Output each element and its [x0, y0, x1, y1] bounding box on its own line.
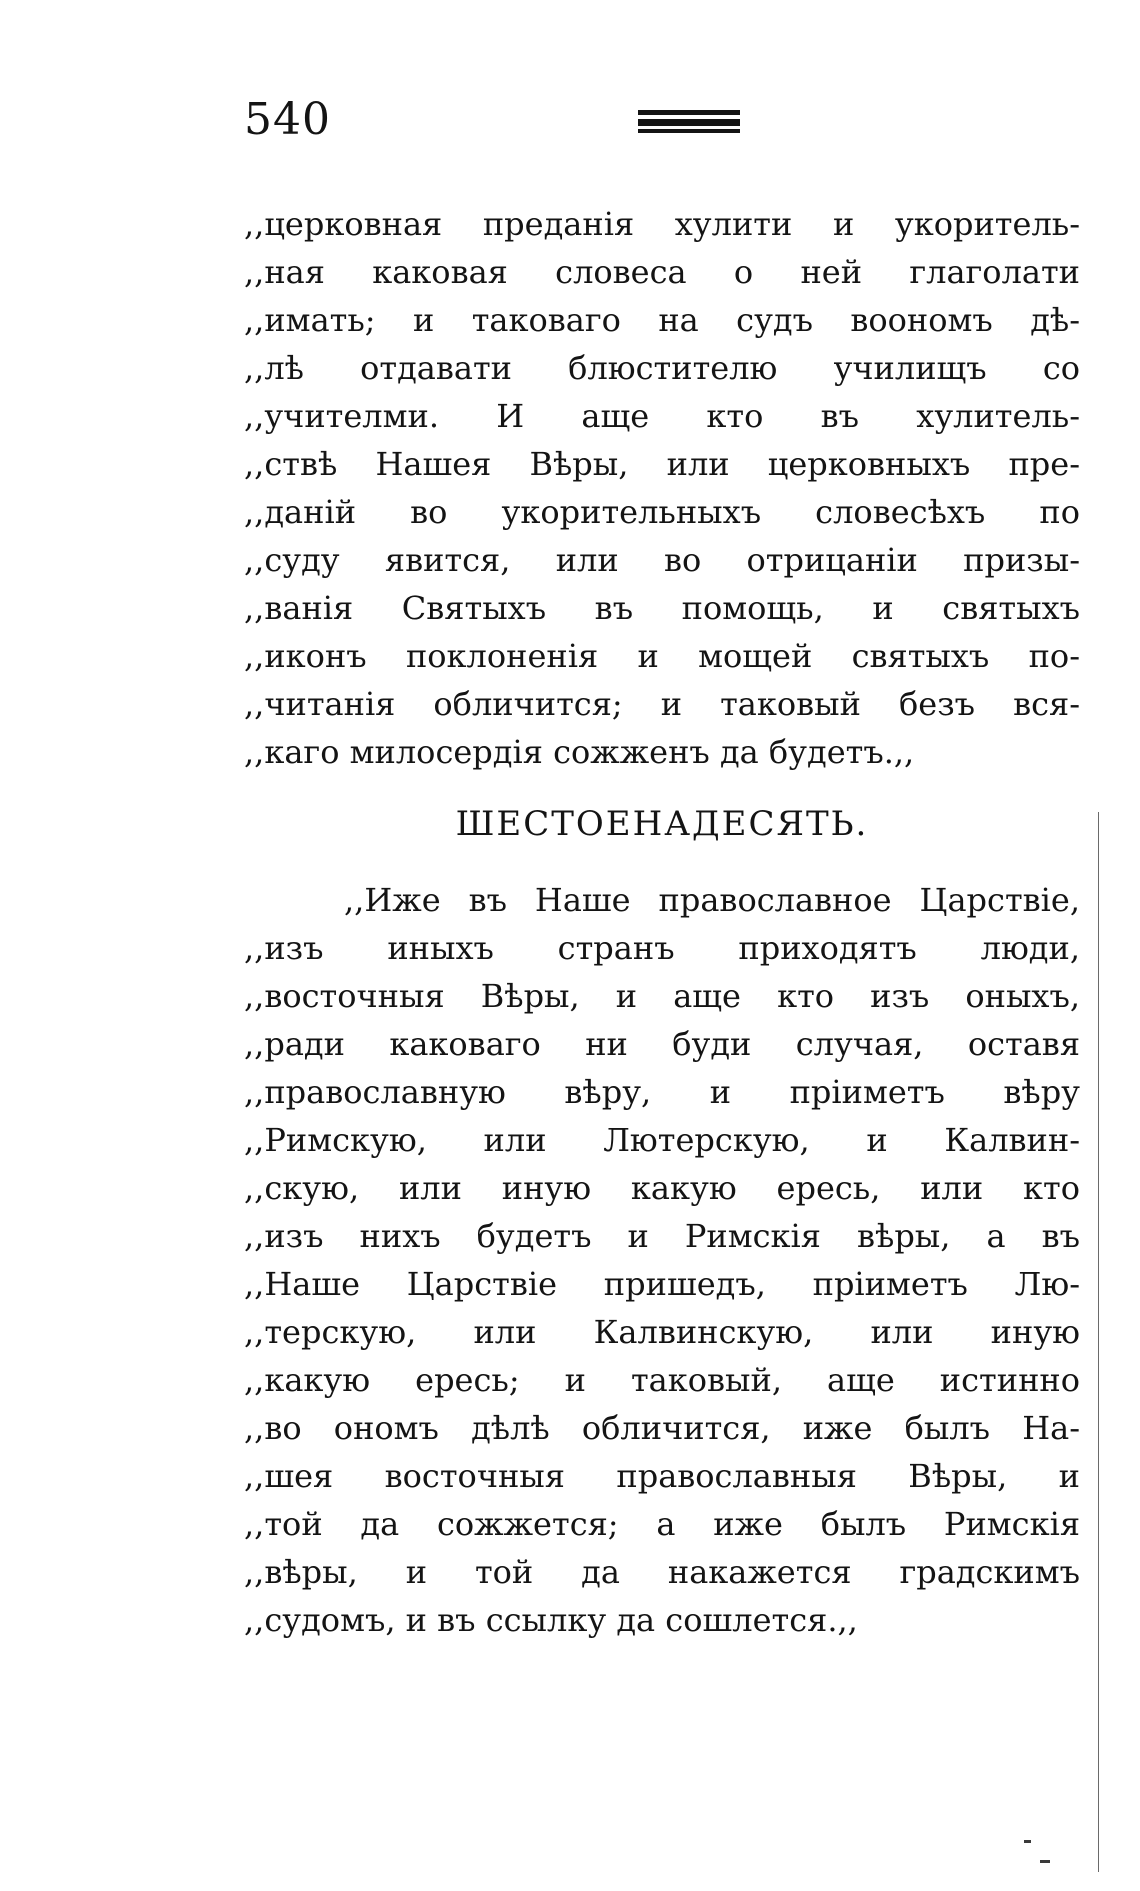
text-line: ,,имать; и таковаго на судъ воономъ дѣ- — [244, 301, 1080, 339]
section-heading: ШЕСТОЕНАДЕСЯТЬ. — [455, 804, 869, 844]
text-line: ,,ная каковая словеса о ней глаголати — [244, 253, 1080, 291]
text-line: ,,суду явится, или во отрицаніи призы- — [244, 541, 1080, 579]
text-line: ,,иконъ поклоненія и мощей святыхъ по- — [244, 637, 1080, 675]
text-line: ,,изъ иныхъ странъ приходятъ люди, — [244, 929, 1080, 967]
text-line: ,,шея восточныя православныя Вѣры, и — [244, 1457, 1080, 1495]
text-line: ,,читанія обличится; и таковый безъ вся- — [244, 685, 1080, 723]
text-line: ,,учителми. И аще кто въ хулитель- — [244, 397, 1080, 435]
text-line: ,,Наше Царствіе пришедъ, пріиметъ Лю- — [244, 1265, 1080, 1303]
text-line: ,,скую, или иную какую ересь, или кто — [244, 1169, 1080, 1207]
paragraph-section — [244, 876, 1080, 1644]
text-line: ,,Иже въ Наше православное Царствіе, — [344, 881, 1080, 919]
text-line: ,,каго милосердія сожженъ да будетъ.,, — [244, 733, 915, 771]
text-line: ,,ради каковаго ни буди случая, оставя — [244, 1025, 1080, 1063]
header-ornament-rule — [638, 110, 740, 134]
text-line: ,,той да сожжется; а иже былъ Римскія — [244, 1505, 1080, 1543]
text-line: ,,какую ересь; и таковый, аще истинно — [244, 1361, 1080, 1399]
scan-speck — [1040, 1860, 1050, 1863]
text-line: ,,лѣ отдавати блюстителю училищъ со — [244, 349, 1080, 387]
page-number: 540 — [244, 94, 331, 145]
text-line: ,,терскую, или Калвинскую, или иную — [244, 1313, 1080, 1351]
paragraph-continued — [244, 200, 1080, 776]
text-line: ,,ствѣ Нашея Вѣры, или церковныхъ пре- — [244, 445, 1080, 483]
text-line: ,,ванія Святыхъ въ помощь, и святыхъ — [244, 589, 1080, 627]
text-line: ,,церковная преданія хулити и укоритель- — [244, 205, 1080, 243]
text-line: ,,во ономъ дѣлѣ обличится, иже былъ На- — [244, 1409, 1080, 1447]
scan-speck — [1024, 1840, 1031, 1843]
text-line: ,,восточныя Вѣры, и аще кто изъ оныхъ, — [244, 977, 1080, 1015]
text-line: ,,Римскую, или Лютерскую, и Калвин- — [244, 1121, 1080, 1159]
scan-margin-line — [1098, 812, 1099, 1872]
text-line: ,,изъ нихъ будетъ и Римскія вѣры, а въ — [244, 1217, 1080, 1255]
text-line: ,,даній во укорительныхъ словесѣхъ по — [244, 493, 1080, 531]
text-line: ,,православную вѣру, и пріиметъ вѣру — [244, 1073, 1080, 1111]
text-line: ,,судомъ, и въ ссылку да сошлется.,, — [244, 1601, 858, 1639]
text-line: ,,вѣры, и той да накажется градскимъ — [244, 1553, 1080, 1591]
